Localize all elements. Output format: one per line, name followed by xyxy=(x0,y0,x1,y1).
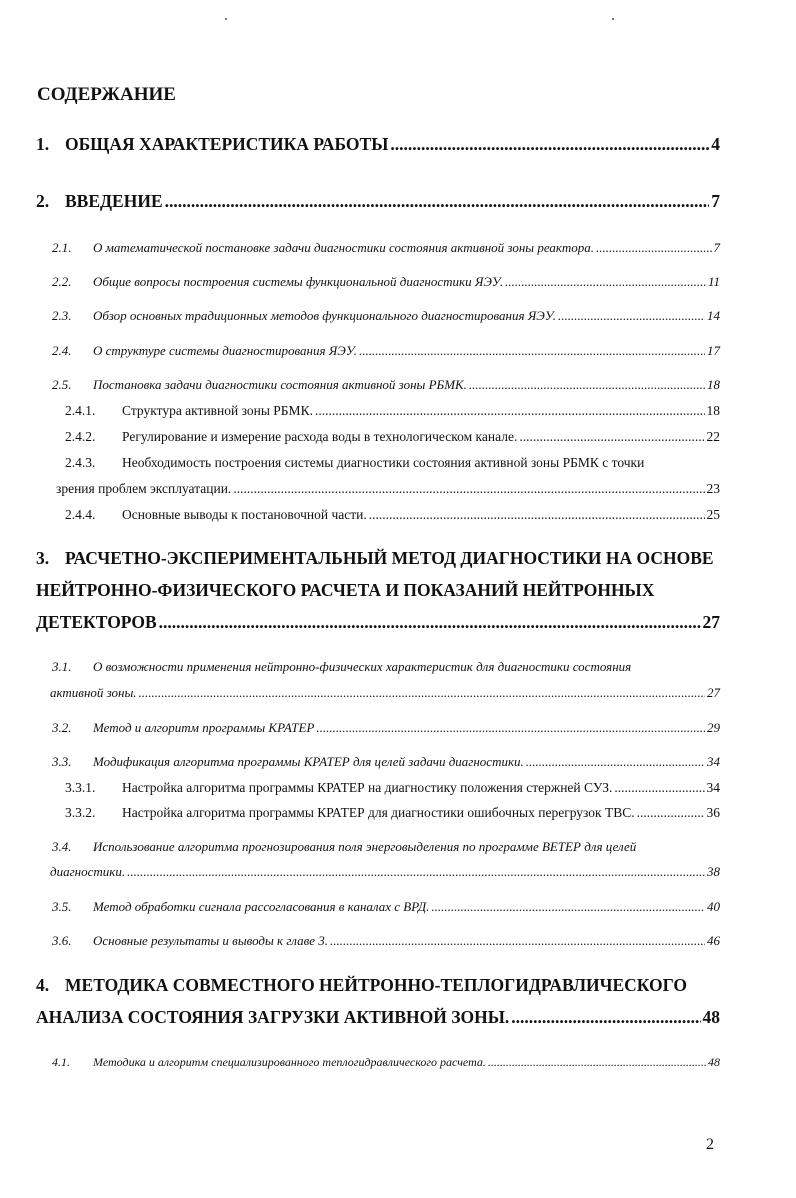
entry-page: 48 xyxy=(702,1007,720,1027)
toc-entry-chapter-3-continued[interactable] xyxy=(36,612,720,633)
entry-number: 2.4. xyxy=(52,343,72,358)
entry-page: 7 xyxy=(711,191,720,211)
entry-title: Основные результаты и выводы к главе 3. xyxy=(93,933,329,948)
dot-leader xyxy=(127,864,705,880)
dot-leader xyxy=(233,481,704,497)
dot-leader xyxy=(637,805,705,821)
entry-page: 22 xyxy=(706,429,720,444)
entry-title: зрения проблем эксплуатации. xyxy=(56,481,232,496)
toc-entry-2-5[interactable] xyxy=(52,377,720,393)
entry-page: 14 xyxy=(707,308,720,323)
entry-number: 2.3. xyxy=(52,308,72,323)
entry-number: 2. xyxy=(36,191,50,211)
entry-page: 36 xyxy=(706,805,720,820)
entry-number: 3.3.2. xyxy=(65,805,96,820)
toc-entry-3-4[interactable] xyxy=(52,839,720,855)
toc-entry-2-4-4[interactable] xyxy=(65,507,720,523)
entry-page: 27 xyxy=(702,612,720,632)
entry-title: РАСЧЕТНО-ЭКСПЕРИМЕНТАЛЬНЫЙ МЕТОД ДИАГНОСТИКИ НА ОСНОВЕ xyxy=(65,548,714,568)
entry-page: 48 xyxy=(708,1055,720,1069)
entry-title: О математической постановке задачи диагностики состояния активной зоны реактора. xyxy=(93,240,594,255)
dot-leader xyxy=(596,240,712,256)
entry-title: Использование алгоритма прогнозирования поля энерговыделения по программе ВЕТЕР для целей xyxy=(93,839,637,854)
entry-page: 46 xyxy=(707,933,720,948)
entry-title: АНАЛИЗА СОСТОЯНИЯ ЗАГРУЗКИ АКТИВНОЙ ЗОНЫ. xyxy=(36,1007,510,1027)
entry-number: 4.1. xyxy=(52,1055,70,1069)
entry-title: ДЕТЕКТОРОВ xyxy=(36,612,157,632)
entry-title: Настройка алгоритма программы КРАТЕР на диагностику положения стержней СУЗ. xyxy=(122,780,613,795)
entry-page: 27 xyxy=(707,685,720,700)
entry-title: диагностики. xyxy=(50,864,126,879)
toc-entry-2-4[interactable] xyxy=(52,343,720,359)
page-title: СОДЕРЖАНИЕ xyxy=(37,84,176,105)
entry-page: 40 xyxy=(707,899,720,914)
entry-title: Настройка алгоритма программы КРАТЕР для диагностики ошибочных перегрузок ТВС. xyxy=(122,805,635,820)
dot-leader xyxy=(469,377,705,393)
entry-number: 2.4.2. xyxy=(65,429,96,444)
dot-leader xyxy=(316,720,705,736)
toc-entry-2-4-3[interactable] xyxy=(65,455,720,471)
dot-leader xyxy=(390,134,709,155)
toc-entry-chapter-4[interactable] xyxy=(36,975,720,996)
scan-speck xyxy=(225,18,227,20)
entry-number: 2.5. xyxy=(52,377,72,392)
entry-title: Метод и алгоритм программы КРАТЕР xyxy=(93,720,315,735)
entry-page: 29 xyxy=(707,720,720,735)
entry-title: Обзор основных традиционных методов функционального диагностирования ЯЭУ. xyxy=(93,308,556,323)
toc-entry-3-4-continued[interactable] xyxy=(50,864,720,880)
entry-number: 2.4.3. xyxy=(65,455,96,470)
entry-page: 11 xyxy=(707,274,720,289)
page-number: 2 xyxy=(706,1136,714,1153)
toc-entry-2-2[interactable] xyxy=(52,274,720,290)
dot-leader xyxy=(359,343,705,359)
scan-speck xyxy=(612,18,614,20)
toc-entry-2-3[interactable] xyxy=(52,308,720,324)
dot-leader xyxy=(511,1007,700,1028)
entry-title: Общие вопросы построения системы функциональной диагностики ЯЭУ. xyxy=(93,274,504,289)
dot-leader xyxy=(369,507,705,523)
toc-entry-3-3-2[interactable] xyxy=(65,805,720,821)
dot-leader xyxy=(315,403,705,419)
entry-number: 3.4. xyxy=(52,839,72,854)
dot-leader xyxy=(505,274,706,290)
entry-number: 3.3.1. xyxy=(65,780,96,795)
entry-number: 3.3. xyxy=(52,754,72,769)
toc-entry-chapter-4-continued[interactable] xyxy=(36,1007,720,1028)
entry-number: 3.5. xyxy=(52,899,72,914)
entry-title: НЕЙТРОННО-ФИЗИЧЕСКОГО РАСЧЕТА И ПОКАЗАНИЙ НЕЙТРОННЫХ xyxy=(36,580,655,600)
entry-number: 2.4.4. xyxy=(65,507,96,522)
toc-entry-3-1-continued[interactable] xyxy=(50,685,720,701)
entry-number: 2.2. xyxy=(52,274,72,289)
entry-number: 4. xyxy=(36,975,50,995)
entry-title: Метод обработки сигнала рассогласования в каналах с ВРД. xyxy=(93,899,430,914)
toc-entry-3-5[interactable] xyxy=(52,899,720,915)
toc-entry-2-4-2[interactable] xyxy=(65,429,720,445)
dot-leader xyxy=(558,308,705,324)
entry-number: 3.6. xyxy=(52,933,72,948)
entry-title: Модификация алгоритма программы КРАТЕР для целей задачи диагностики. xyxy=(93,754,524,769)
entry-page: 18 xyxy=(706,403,720,418)
toc-entry-4-1[interactable] xyxy=(52,1055,720,1070)
entry-number: 3. xyxy=(36,548,50,568)
entry-title: Структура активной зоны РБМК. xyxy=(122,403,313,418)
dot-leader xyxy=(488,1055,706,1070)
entry-title: активной зоны. xyxy=(50,685,137,700)
toc-entry-2-1[interactable] xyxy=(52,240,720,256)
toc-entry-2-4-1[interactable] xyxy=(65,403,720,419)
entry-number: 2.1. xyxy=(52,240,72,255)
entry-page: 4 xyxy=(711,134,720,154)
toc-entry-chapter-1[interactable] xyxy=(36,134,720,155)
dot-leader xyxy=(431,899,705,915)
toc-entry-chapter-3-continued[interactable] xyxy=(36,580,720,601)
entry-title: ОБЩАЯ ХАРАКТЕРИСТИКА РАБОТЫ xyxy=(65,134,389,154)
entry-title: Основные выводы к постановочной части. xyxy=(122,507,367,522)
entry-page: 7 xyxy=(713,240,720,255)
entry-page: 34 xyxy=(707,754,720,769)
entry-title: О возможности применения нейтронно-физических характеристик для диагностики состояния xyxy=(93,659,632,674)
dot-leader xyxy=(159,612,701,633)
dot-leader xyxy=(139,685,705,701)
entry-page: 23 xyxy=(706,481,720,496)
entry-title: Методика и алгоритм специализированного теплогидравлического расчета. xyxy=(93,1055,486,1069)
toc-entry-3-6[interactable] xyxy=(52,933,720,949)
toc-entry-3-2[interactable] xyxy=(52,720,720,736)
dot-leader xyxy=(526,754,705,770)
entry-title: Постановка задачи диагностики состояния активной зоны РБМК. xyxy=(93,377,467,392)
entry-number: 1. xyxy=(36,134,50,154)
entry-page: 18 xyxy=(707,377,720,392)
entry-title: МЕТОДИКА СОВМЕСТНОГО НЕЙТРОННО-ТЕПЛОГИДРАВЛИЧЕСКОГО xyxy=(65,975,687,995)
entry-title: О структуре системы диагностирования ЯЭУ. xyxy=(93,343,357,358)
entry-number: 3.2. xyxy=(52,720,72,735)
toc-entry-chapter-2[interactable] xyxy=(36,191,720,212)
dot-leader xyxy=(165,191,710,212)
toc-entry-3-3[interactable] xyxy=(52,754,720,770)
entry-number: 3.1. xyxy=(52,659,72,674)
entry-page: 17 xyxy=(707,343,720,358)
entry-page: 25 xyxy=(706,507,720,522)
entry-page: 38 xyxy=(707,864,720,879)
toc-entry-2-4-3-continued[interactable] xyxy=(56,481,720,497)
toc-entry-3-1[interactable] xyxy=(52,659,720,675)
toc-entry-chapter-3[interactable] xyxy=(36,548,720,569)
entry-title: Регулирование и измерение расхода воды в технологическом канале. xyxy=(122,429,518,444)
entry-number: 2.4.1. xyxy=(65,403,96,418)
entry-title: Необходимость построения системы диагностики состояния активной зоны РБМК с точки xyxy=(122,455,645,470)
dot-leader xyxy=(519,429,704,445)
dot-leader xyxy=(614,780,704,796)
entry-page: 34 xyxy=(706,780,720,795)
entry-title: ВВЕДЕНИЕ xyxy=(65,191,163,211)
dot-leader xyxy=(330,933,705,949)
toc-entry-3-3-1[interactable] xyxy=(65,780,720,796)
